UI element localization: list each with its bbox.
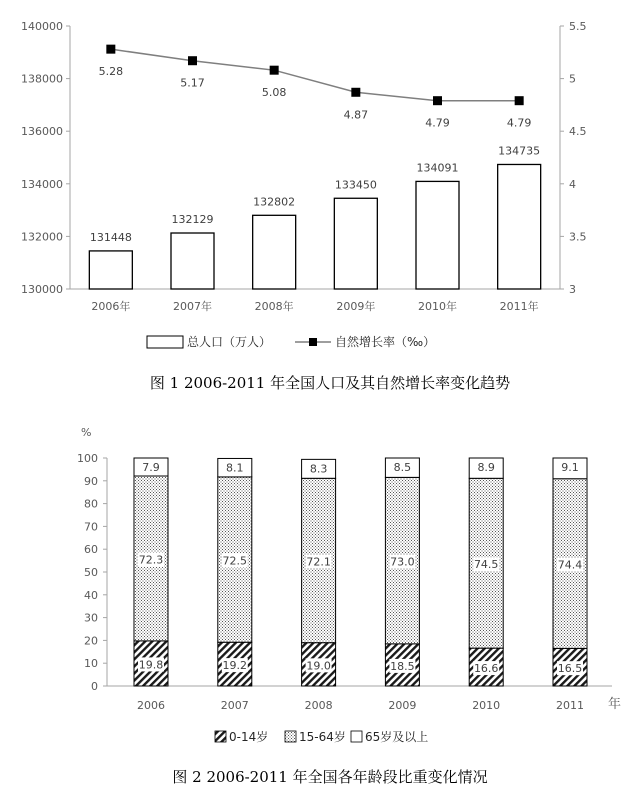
legend-line-label: 自然增长率（‰） <box>335 335 436 349</box>
left-tick-label: 140000 <box>21 20 63 33</box>
x-category-label: 2009年 <box>336 300 376 313</box>
y-tick-label: 20 <box>84 634 98 648</box>
legend-bar-label: 总人口（万人） <box>187 335 272 349</box>
right-tick-label: 4.5 <box>569 125 587 139</box>
legend-bar-swatch <box>147 336 183 348</box>
legend-swatch-15-64 <box>285 731 296 742</box>
x-category-label: 2008年 <box>254 300 294 313</box>
chart1-title: 图 1 2006-2011 年全国人口及其自然增长率变化趋势 <box>149 374 511 392</box>
x-category-label: 2006 <box>137 699 165 712</box>
segment-value-label: 72.3 <box>138 553 164 567</box>
x-category-label: 2010年 <box>418 300 457 313</box>
growth-rate-marker <box>106 45 115 54</box>
right-tick-label: 4 <box>569 177 576 191</box>
population-value-label: 134091 <box>416 161 459 175</box>
segment-value-label: 72.5 <box>222 554 248 568</box>
left-tick-label: 132000 <box>21 230 63 244</box>
legend-marker-swatch <box>309 338 317 346</box>
right-tick-label: 5 <box>569 72 576 86</box>
growth-rate-line <box>111 49 519 101</box>
growth-rate-marker <box>515 96 524 105</box>
y-tick-label: 50 <box>84 566 98 579</box>
growth-rate-value-label: 4.79 <box>425 116 450 130</box>
left-tick-label: 130000 <box>21 283 63 296</box>
growth-rate-value-label: 5.08 <box>261 86 287 100</box>
left-tick-label: 138000 <box>21 72 63 86</box>
segment-value-label: 74.4 <box>557 558 583 572</box>
population-bar <box>89 251 132 289</box>
x-category-label: 2010 <box>472 699 501 712</box>
growth-rate-value-label: 5.17 <box>180 76 205 90</box>
legend-label-0-14: 0-14岁 <box>229 730 269 744</box>
population-value-label: 133450 <box>334 178 377 192</box>
segment-value-label: 16.5 <box>557 662 583 676</box>
y-tick-label: 10 <box>84 657 98 671</box>
legend-swatch-0-14 <box>215 731 226 742</box>
legend-swatch-65 <box>351 731 362 742</box>
population-value-label: 131448 <box>89 230 132 244</box>
segment-value-label: 16.6 <box>473 662 499 676</box>
segment-value-label: 73.0 <box>390 555 415 569</box>
x-category-labels <box>91 299 538 313</box>
x-category-label: 2011年 <box>499 300 539 313</box>
x-category-label: 2008 <box>304 699 333 712</box>
population-bars <box>89 164 540 289</box>
x-category-label: 2006年 <box>91 300 131 313</box>
population-labels <box>90 144 540 243</box>
y-tick-label: 70 <box>84 520 98 534</box>
y-tick-label: 60 <box>84 543 98 557</box>
growth-rate-marker <box>188 56 197 65</box>
segment-value-label: 74.5 <box>473 558 499 572</box>
chart2-title: 图 2 2006-2011 年全国各年龄段比重变化情况 <box>172 768 488 786</box>
segment-value-label: 72.1 <box>306 555 331 569</box>
y-tick-label: 80 <box>84 497 98 511</box>
growth-rate-value-label: 5.28 <box>98 65 124 79</box>
x-category-labels <box>137 699 584 712</box>
segment-value-label: 8.3 <box>309 462 328 476</box>
growth-rate-value-label: 4.79 <box>506 116 532 130</box>
population-chart <box>21 20 587 392</box>
population-value-label: 132129 <box>171 213 214 227</box>
segment-value-label: 8.5 <box>393 461 412 474</box>
growth-rate-labels <box>99 65 532 130</box>
segment-labels <box>138 460 583 675</box>
right-y-ticks <box>560 20 587 296</box>
population-value-label: 132802 <box>253 195 296 209</box>
segment-value-label: 8.9 <box>477 461 495 474</box>
population-bar <box>416 181 459 289</box>
legend-label-15-64: 15-64岁 <box>299 730 346 744</box>
segment-value-label: 7.9 <box>142 461 160 474</box>
growth-rate-value-label: 4.87 <box>343 108 369 122</box>
segment-value-label: 19.2 <box>222 659 248 673</box>
population-value-label: 134735 <box>498 144 541 158</box>
x-category-label: 2009 <box>388 699 417 712</box>
y-tick-label: 0 <box>91 680 98 693</box>
growth-rate-marker <box>433 96 442 105</box>
population-bar <box>171 233 214 289</box>
y-tick-label: 100 <box>77 452 98 465</box>
left-tick-label: 134000 <box>21 177 63 191</box>
stacked-bars <box>134 458 587 686</box>
legend <box>147 334 435 349</box>
right-tick-label: 3.5 <box>569 230 587 244</box>
x-category-label: 2007年 <box>173 300 212 313</box>
y-unit-label: % <box>81 426 92 439</box>
left-y-ticks <box>21 20 70 296</box>
x-unit-label: 年 <box>608 697 622 712</box>
segment-value-label: 18.5 <box>390 659 415 673</box>
population-bar <box>498 164 541 289</box>
legend <box>215 729 428 744</box>
x-category-label: 2011 <box>556 699 584 712</box>
y-tick-label: 90 <box>84 474 98 488</box>
growth-rate-marker <box>351 88 360 97</box>
right-tick-label: 5.5 <box>569 20 587 33</box>
y-ticks <box>77 452 107 693</box>
segment-value-label: 19.8 <box>138 658 164 672</box>
growth-rate-markers <box>106 45 523 106</box>
growth-rate-marker <box>270 66 279 75</box>
segment-value-label: 8.1 <box>226 461 244 475</box>
y-tick-label: 40 <box>84 588 98 602</box>
age-structure-chart <box>77 426 621 786</box>
segment-value-label: 9.1 <box>561 461 579 474</box>
right-tick-label: 3 <box>569 283 576 296</box>
segment-value-label: 19.0 <box>306 659 331 673</box>
legend-label-65: 65岁及以上 <box>365 730 429 744</box>
x-category-label: 2007 <box>220 699 249 712</box>
population-bar <box>253 215 296 289</box>
population-bar <box>334 198 377 289</box>
left-tick-label: 136000 <box>21 125 63 139</box>
y-tick-label: 30 <box>84 611 98 625</box>
